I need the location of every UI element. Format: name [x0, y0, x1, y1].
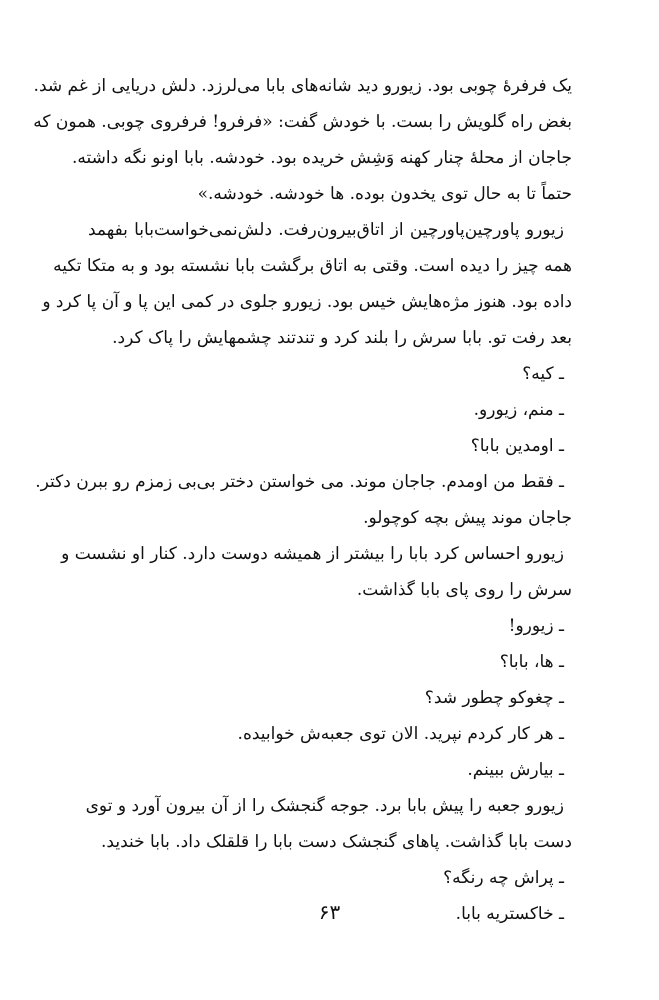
dialogue-line: ـ اومدین بابا؟ [470, 436, 564, 456]
text-line: داده بود. هنوز مژه‌هایش خیس بود. زیورو جلوی در کمی این پا و آن پا کرد و [42, 292, 572, 312]
dialogue-line: ـ بیارش ببینم. [467, 760, 564, 780]
text-line: حتماً تا به حال توی یخدون بوده. ها خودشه. خودشه.» [197, 184, 572, 204]
dialogue-line: ـ هر کار کردم نپرید. الان توی جعبه‌ش خوابیده. [237, 724, 564, 744]
text-line: جاجان از محلهٔ چنار کهنه وَشِش خریده بود. خودشه. بابا اونو نگه داشته. [71, 148, 572, 168]
text-line: بغض راه گلویش را بست. با خودش گفت: «فرفرو! فرفروی چوبی. همون که [33, 112, 572, 132]
text-line: زیورو احساس کرد بابا را بیشتر از همیشه دوست دارد. کنار او نشست و [61, 544, 564, 564]
dialogue-line: ـ پراش چه رنگه؟ [443, 868, 564, 888]
text-line: سرش را روی پای بابا گذاشت. [356, 580, 572, 600]
text-line: زیورو پاورچین‌پاورچین از اتاق‌بیرون‌رفت. دلش‌نمی‌خواست‌بابا بفهمد [88, 220, 564, 240]
dialogue-line: ـ خاکستریه بابا. [455, 904, 564, 924]
dialogue-line: ـ چغوکو چطور شد؟ [424, 688, 564, 708]
text-line: جاجان موند پیش بچه کوچولو. [363, 508, 572, 528]
text-line: زیورو جعبه را پیش بابا برد. جوجه گنجشک را از آن بیرون آورد و توی [85, 796, 564, 816]
page-text [33, 68, 572, 932]
text-line: یک فرفرهٔ چوبی بود. زیورو دید شانه‌های بابا می‌لرزد. دلش دریایی از غم شد. [33, 76, 572, 96]
dialogue-line: ـ ها، بابا؟ [499, 652, 564, 672]
text-line: دست بابا گذاشت. پاهای گنجشک دست بابا را قلقلک داد. بابا خندید. [101, 832, 572, 852]
text-line: بعد رفت تو. بابا سرش را بلند کرد و تندتند چشمهایش را پاک کرد. [112, 328, 572, 348]
text-line: همه چیز را دیده است. وقتی به اتاق برگشت بابا نشسته بود و به متکا تکیه [53, 256, 572, 276]
dialogue-line: ـ کیه؟ [522, 364, 564, 384]
page-number: ۶۳ [318, 900, 341, 924]
dialogue-line: ـ زیورو! [508, 616, 564, 636]
dialogue-line: ـ فقط من اومدم. جاجان موند. می خواستن دختر بی‌بی زمزم رو ببرن دکتر. [35, 472, 564, 492]
dialogue-line: ـ منم، زیورو. [473, 400, 564, 420]
